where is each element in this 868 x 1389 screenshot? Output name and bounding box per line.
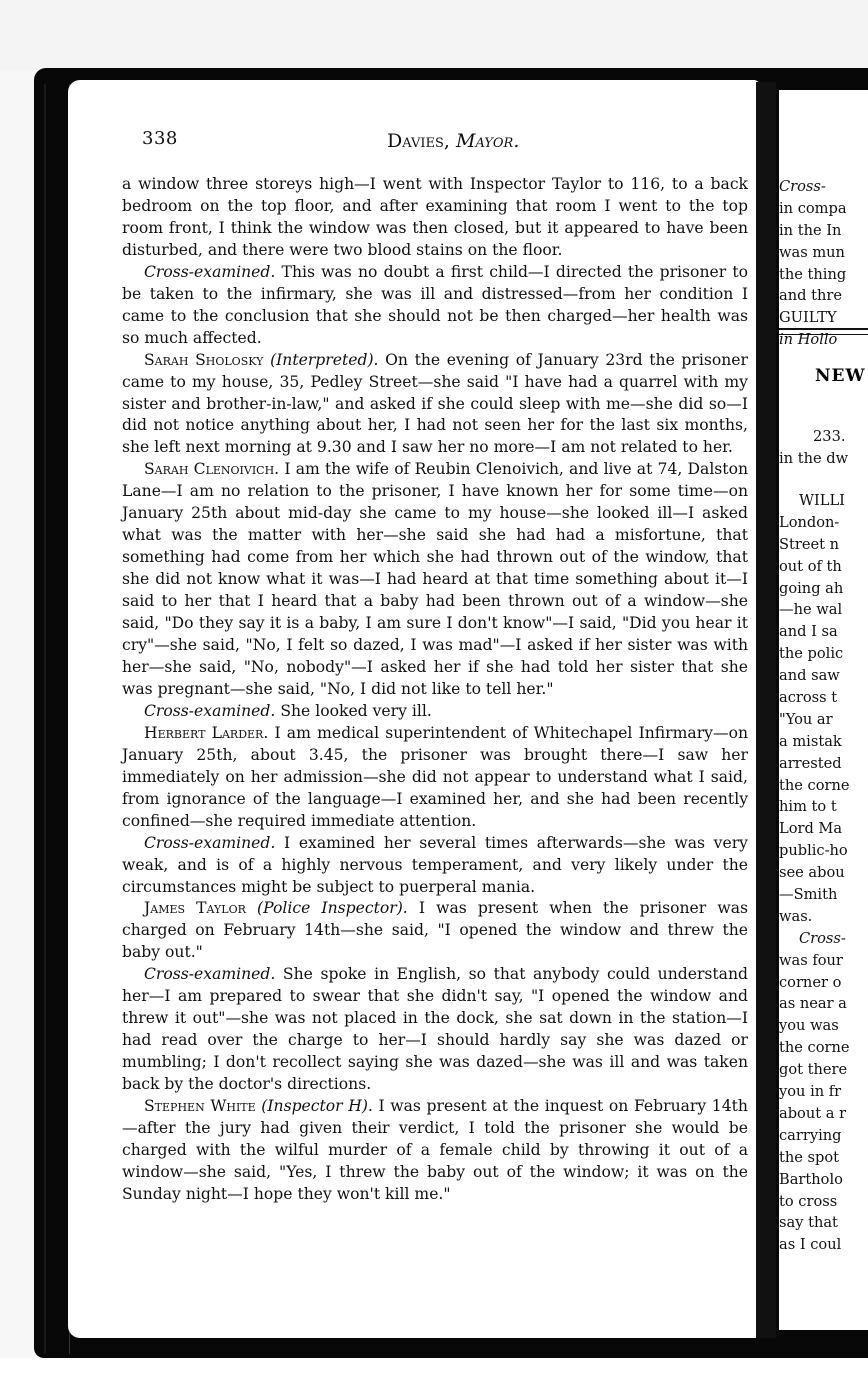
- facing-line: you in fr: [779, 1083, 842, 1101]
- facing-line: the corne: [779, 1039, 850, 1057]
- running-head-name: Davies,: [387, 130, 450, 152]
- facing-line: London-: [779, 513, 840, 531]
- facing-line: him to t: [779, 798, 837, 816]
- witness-note: (Interpreted).: [270, 350, 379, 369]
- facing-line: as near a: [779, 995, 847, 1013]
- facing-line: across t: [779, 689, 838, 707]
- facing-line: the thing: [779, 265, 847, 283]
- facing-line: —he wal: [779, 601, 843, 619]
- facing-line: in the In: [779, 221, 842, 239]
- facing-page-column: [779, 176, 868, 351]
- book-gutter: [756, 82, 776, 1338]
- cross-examined-label: Cross-examined.: [144, 965, 276, 984]
- facing-line: Street n: [779, 535, 840, 553]
- page-number: 338: [142, 128, 178, 149]
- facing-line: to cross: [779, 1192, 838, 1210]
- facing-heading: NEW: [815, 366, 866, 386]
- facing-line: WILLI: [799, 492, 845, 509]
- facing-line: public-ho: [779, 842, 848, 860]
- facing-line: say that: [779, 1214, 838, 1232]
- facing-line: you was: [779, 1017, 839, 1035]
- cross-examined-label: Cross-examined.: [144, 701, 276, 720]
- facing-line: "You ar: [779, 710, 833, 728]
- facing-line: arrested: [779, 754, 842, 772]
- paragraph: [122, 898, 748, 964]
- paragraph-text: I was present when the prisoner was charged on February 14th—she said, "I opened the window and threw the baby out.": [122, 899, 748, 962]
- facing-line: see abou: [779, 864, 845, 882]
- paragraph: [122, 262, 748, 350]
- paragraph: [122, 701, 748, 723]
- facing-rule: [779, 328, 868, 330]
- paragraph-text: She looked very ill.: [275, 701, 432, 720]
- paragraph: [122, 174, 748, 262]
- paragraph-text: I examined her several times afterwards—she was very weak, and is of a highly nervous temperament, and very likely under the circumstances might be subject to puerperal mania.: [122, 833, 748, 896]
- witness-name: Sarah Sholosky: [144, 350, 264, 369]
- facing-line: Lord Ma: [779, 820, 843, 838]
- facing-line: 233.: [813, 428, 846, 445]
- facing-line: Cross-: [799, 929, 846, 947]
- paragraph-text: a window three storeys high—I went with Inspector Taylor to 116, to a back bedroom on the top floor, and after examining that room I went to the top room front, I think the window was then closed, but it appeared to have been disturbed, and there were two blood stains on the floor.: [122, 175, 748, 259]
- paragraph-text: I am the wife of Reubin Clenoivich, and live at 74, Dalston Lane—I am no relation to the prisoner, I have known her for some time—on January 25th about mid-day she came to my house—she looked ill—I asked what was the matter with her—she said she had had a misfortune, that something had come from her which she had thrown out of the window, that she did not know what it was—I had heard at that time something about it—I said to her that I heard that a baby had been thrown out of a window—she said, "Do they say it is a baby, I am sure I don't know"—I said, "Did you hear it cry"—she said, "No, I felt so dazed, I was mad"—I asked if her sister was with her—she said, "No, nobody"—I asked her if she had told her sister that she was pregnant—she said, "No, I did not like to tell her.": [122, 460, 749, 698]
- paragraph-text: I was present at the inquest on February 14th—after the jury had given their verdict, I told the prisoner she would be charged with the wilful murder of a female child by throwing it out of a window—she said, "Yes, I threw the baby out of the window; it was on the Sunday night—I hope they won't kill me.": [122, 1097, 748, 1203]
- facing-page-column: [779, 426, 868, 470]
- facing-line: got there: [779, 1061, 848, 1079]
- facing-line: about a r: [779, 1104, 847, 1122]
- cross-examined-label: Cross-examined.: [144, 262, 276, 281]
- facing-line: a mistak: [779, 732, 842, 750]
- facing-line: Cross-: [779, 178, 826, 195]
- witness-note: (Inspector H).: [261, 1097, 373, 1116]
- running-head-title: Mayor.: [455, 130, 520, 152]
- facing-line: was four: [779, 951, 843, 969]
- facing-line: going ah: [779, 579, 844, 597]
- facing-line: the spot: [779, 1148, 840, 1166]
- facing-line: as I coul: [779, 1236, 842, 1254]
- witness-name: Herbert Larder.: [144, 723, 269, 742]
- facing-line: was.: [779, 907, 813, 925]
- facing-line: and saw: [779, 667, 840, 685]
- facing-line: was mun: [779, 243, 845, 261]
- paragraph: [122, 833, 748, 899]
- running-head: [387, 130, 519, 152]
- facing-page-column: [779, 490, 868, 1256]
- facing-line: the polic: [779, 645, 844, 663]
- cross-examined-label: Cross-examined.: [144, 833, 276, 852]
- paragraph: [122, 964, 748, 1096]
- scan-bottom: [0, 1358, 868, 1389]
- facing-line: in compa: [779, 199, 847, 217]
- facing-line: in Hollo: [779, 331, 838, 349]
- paragraph: [122, 459, 748, 700]
- witness-note: (Police Inspector).: [257, 899, 408, 918]
- facing-line: the corne: [779, 776, 850, 794]
- paragraph-text: This was no doubt a first child—I directed the prisoner to be taken to the infirmary, she was ill and distressed—from her condition I came to the conclusion that she should not be then charged—her health was so much affected.: [122, 262, 748, 347]
- witness-name: James Taylor: [144, 899, 246, 918]
- facing-line: carrying: [779, 1126, 842, 1144]
- facing-line: and I sa: [779, 623, 838, 641]
- facing-line: out of th: [779, 557, 842, 575]
- facing-line: and thre: [779, 287, 842, 305]
- witness-name: Stephen White: [144, 1097, 256, 1116]
- facing-line: in the dw: [779, 449, 849, 467]
- paragraph: [122, 723, 748, 833]
- paragraph: [122, 1096, 748, 1206]
- page-header: [142, 128, 742, 158]
- page-edges: [44, 84, 70, 1354]
- facing-line: corner o: [779, 973, 842, 991]
- body-text: [122, 174, 748, 1206]
- witness-name: Sarah Clenoivich.: [144, 460, 280, 479]
- paragraph: [122, 350, 748, 460]
- facing-rule: [779, 334, 868, 335]
- facing-line: GUILTY: [779, 309, 837, 327]
- paragraph-text: On the evening of January 23rd the prisoner came to my house, 35, Pedley Street—she said "I have had a quarrel with my sister and brother-in-law," and asked if she could sleep with me—she did so—I did not notice anything about her, I had not seen her for the last six months, she left next morning at 9.30 and I saw her no more—I am not related to her.: [122, 350, 748, 457]
- facing-page: [779, 90, 868, 1330]
- paragraph-text: She spoke in English, so that anybody could understand her—I am prepared to swear that she didn't say, "I opened the window and threw it out"—she was not placed in the dock, she sat down in the station—I had read over the charge to her—I should hardly say she was dazed or mumbling; I don't recollect saying she was dazed—she was ill and was taken back by the doctor's directions.: [122, 965, 748, 1094]
- facing-line: —Smith: [779, 886, 838, 904]
- facing-line: Bartholo: [779, 1170, 843, 1188]
- paragraph-text: I am medical superintendent of Whitechapel Infirmary—on January 25th, about 3.45, the prisoner was brought there—I saw her immediately on her admission—she did not appear to understand what I said, from ignorance of the language—I examined her, and she had been recently confined—she required immediate attention.: [122, 723, 748, 830]
